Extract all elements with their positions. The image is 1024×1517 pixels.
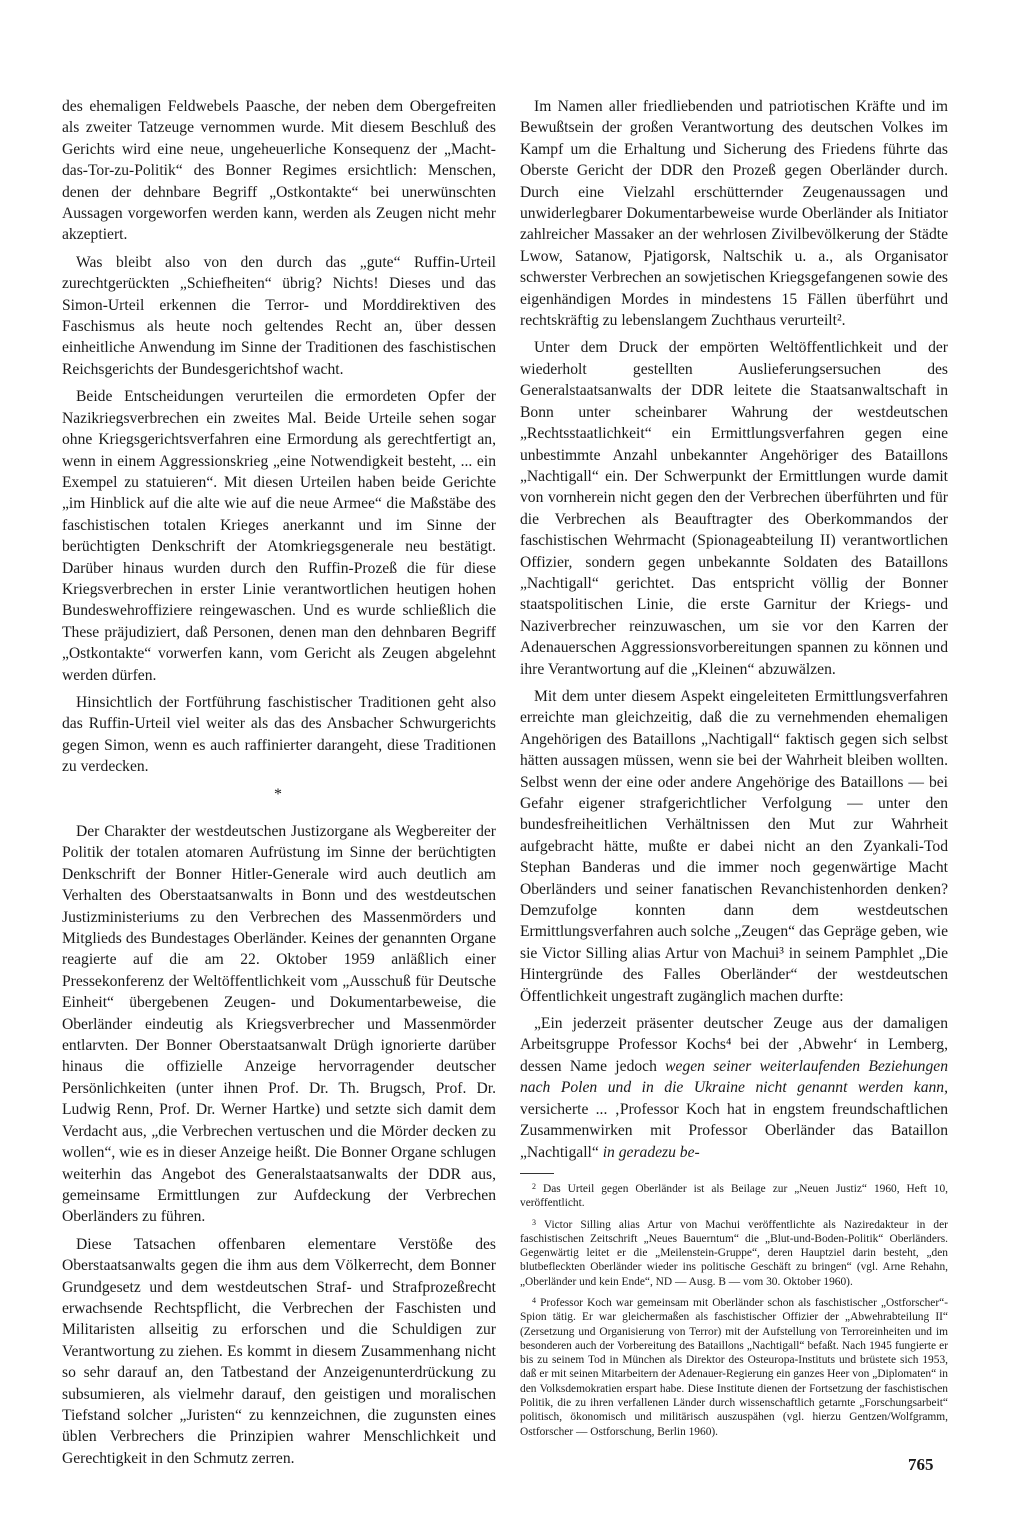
paragraph: Unter dem Druck der empörten Weltöffentlichkeit und der wiederholt gestellten Auslieferungsersuchen des Generalstaatsanwalts der DDR leitete die Staatsanwaltschaft in Bonn unter scheinbarer Wahrung der westdeutschen „Rechtsstaatlichkeit“ ein Ermittlungsverfahren gegen eine unbestimmte Anzahl unbekannter Angehöriger des Bataillons „Nachtigall“ ein. Der Schwerpunkt der Ermittlungen wurde damit von vornherein nicht gegen den der Verbrechen überführten und für die Verbrechen als Beauftragter des Oberkommandos der faschistischen Wehrmacht (Spionageabteilung II) verantwortlichen Offizier, sondern gegen unbekannte Soldaten des Bataillons „Nachtigall“ gerichtet. Das entspricht völlig der Bonner staatspolitischen Linie, die erste Garnitur der Kriegs- und Naziverbrecher reinzuwaschen, um sie vor den Karren der Adenauerschen Aggressionsvorbereitungen spannen zu können und ihre Verantwortung auf die „Kleinen“ abzuwälzen.: [520, 339, 948, 678]
footnote-marker: 3: [532, 1217, 536, 1227]
footnote: [520, 1294, 948, 1439]
footnote-text: Victor Silling alias Artur von Machui veröffentlichte als Naziredakteur in der faschistischen Zeitschrift „Neues Bauerntum“ die „Blut-und-Boden-Politik“ Oberländers. Gegenwärtig leitet er die „Meilenstein-Gruppe“, deren Hauptziel darin besteht, „den blutbefleckten Oberländer wieder ins politische Geschäft zu bringen“ (vgl. Arne Rehahn, „Oberländer und kein Ende“, ND — Ausg. B — vom 30. Oktober 1960).: [520, 1218, 948, 1288]
quote-emphasis: in geradezu be-: [602, 1143, 700, 1161]
section-separator: *: [274, 785, 284, 803]
footnote-rule: [520, 1173, 554, 1174]
footnote-marker: 4: [532, 1295, 536, 1305]
paragraph: Diese Tatsachen offenbaren elementare Verstöße des Oberstaatsanwalts gegen die ihm aus dem Völkerrecht, dem Bonner Grundgesetz und dem westdeutschen Straf- und Strafprozeßrecht erwachsende Rechtspflicht, die Verbrechen der Faschisten und Militaristen allseitig zu erforschen und die Schuldigen zur Verantwortung zu ziehen. Es kommt in diesem Zusammenhang nicht so sehr darauf an, den Tatbestand der Anzeigenunterdrückung zu subsumieren, als vielmehr darauf, den geistigen und moralischen Tiefstand solcher „Juristen“ zu kennzeichnen, die zugunsten eines üblen Verbrechers die Prinzipien wahrer Menschlichkeit und Gerechtigkeit in den Schmutz zerren.: [62, 1235, 496, 1467]
quote-emphasis: wegen seiner weiterlaufenden Beziehungen nach Polen und in die Ukraine nicht genannt werden kann,: [520, 1057, 948, 1097]
page-number: 765: [908, 1455, 934, 1474]
footnote: [520, 1180, 948, 1211]
paragraph: des ehemaligen Feldwebels Paasche, der neben dem Obergefreiten als zweiter Tatzeuge vernommen wurde. Mit diesem Beschluß des Gerichts wird eine neue, ungeheuerliche Konsequenz der „Macht-das-Tor-zu-Politik“ des Bonner Regimes ersichtlich: Menschen, denen der dehnbare Begriff „Ostkontakte“ bei unerwünschten Aussagen vorgeworfen werden kann, werden als Zeugen nicht mehr akzeptiert.: [62, 98, 496, 244]
paragraph: Mit dem unter diesem Aspekt eingeleiteten Ermittlungsverfahren erreichte man gleichzeitig, daß die zu vernehmenden ehemaligen Angehörigen des Bataillons „Nachtigall“ faktisch gegen sich selbst hätten aussagen müssen, wenn sie bei der Wahrheit bleiben wollten. Selbst wenn der eine oder andere Angehörige des Bataillons — bei Gefahr eigener strafgerichtlicher Verfolgung — unter den bundesfreiheitlichen Verhältnissen den Mut zur Wahrheit aufgebracht hätte, mußte er dabei nicht an den Zyankali-Tod Stephan Banderas und die immer noch gegenwärtige Macht Oberländers und seiner fanatischen Revanchistenhorden denken? Demzufolge konnten dann dem westdeutschen Ermittlungsverfahren auch solche „Zeugen“ das Gepräge geben, wie sie Victor Silling alias Artur von Machui³ in seinem Pamphlet „Die Hintergründe des Falles Oberländer“ der westdeutschen Öffentlichkeit ungestraft zugänglich machen durfte:: [520, 687, 948, 1005]
footnote: [520, 1216, 948, 1289]
footnote-text: Das Urteil gegen Oberländer ist als Beilage zur „Neuen Justiz“ 1960, Heft 10, veröffentlicht.: [520, 1182, 948, 1210]
paragraph: Im Namen aller friedliebenden und patriotischen Kräfte und im Bewußtsein der großen Verantwortung des deutschen Volkes im Kampf um die Erhaltung und Sicherung des Friedens führte das Oberste Gericht der DDR den Prozeß gegen Oberländer durch. Durch eine Vielzahl erschütternder Zeugenaussagen und unwiderlegbarer Dokumentarbeweise wurde Oberländer als Initiator zahlreicher Massaker an der wehrlosen Zivilbevölkerung der Städte Lwow, Satanow, Pjatigorsk, Naltschik u. a., als Organisator schwerster Verbrechen an sowjetischen Kriegsgefangenen sowie des eigenhändigen Mordes in mindestens 15 Fällen überführt und rechtskräftig zu lebenslangem Zuchthaus verurteilt².: [520, 98, 948, 330]
footnote-text: Professor Koch war gemeinsam mit Oberländer schon als faschistischer „Ostforscher“-Spion tätig. Er war gleichermaßen als faschistischer Offizier der „Abwehrabteilung II“ (Zersetzung und Organisierung von Terror) mit der Aufstellung von Terroreinheiten und im besonderen auch der Vorbereitung des Bataillons „Nachtigall“ befaßt. Nach 1945 fungierte er bis zu seinem Tod in München als Direktor des Osteuropa-Instituts und brüstete sich 1953, daß er mit seinen Mitarbeitern der Adenauer-Regierung ein ganzes Heer von „Diplomaten“ in den Volksdemokratien erspart habe. Diese Institute dienen der Fortsetzung der faschistischen Politik, die zu ihren verfallenen Länder durch wissenschaftlich getarnte „Forschungsarbeit“ politisch, ökonomisch und militärisch auszuspähen (vgl. hierzu Gentzen/Wolfgramm, Ostforscher — Ostforschung, Berlin 1960).: [520, 1296, 948, 1438]
footnotes: [520, 1180, 948, 1439]
quote-text: versicherte ... ‚Professor Koch hat in engstem freundschaftlichen Zusammenwirken mit Professor Oberländer das Bataillon „Nachtigall“: [520, 1100, 948, 1161]
block-quote: [520, 1013, 948, 1163]
left-column: [62, 96, 496, 1475]
footnote-marker: 2: [532, 1181, 536, 1191]
paragraph: Was bleibt also von den durch das „gute“ Ruffin-Urteil zurechtgerückten „Schiefheiten“ übrig? Nichts! Dieses und das Simon-Urteil erkennen die Terror- und Morddirektiven des Faschismus als heute noch geltendes Recht an, über dessen einheitliche Anwendung im Sinne der Traditionen des faschistischen Reichsgerichts der Bundesgerichtshof wacht.: [62, 253, 496, 378]
paragraph: Der Charakter der westdeutschen Justizorgane als Wegbereiter der Politik der totalen atomaren Aufrüstung im Sinne der berüchtigten Denkschrift der Bonner Hitler-Generale wird auch deutlich am Verhalten des Oberstaatsanwalts in Bonn und des westdeutschen Justizministeriums zu den Verbrechen des Massenmörders und Mitglieds des Bundestages Oberländer. Keines der genannten Organe reagierte auf die am 22. Oktober 1959 anläßlich einer Pressekonferenz der Weltöffentlichkeit vom „Ausschuß für Deutsche Einheit“ übergebenen Zeugen- und Dokumentarbeweise, die Oberländer eindeutig als Kriegsverbrecher und Massenmörder entlarvten. Der Bonner Oberstaatsanwalt Drügh ignorierte darüber hinaus die offizielle Anzeige hervorragender deutscher Persönlichkeiten (unter ihnen Prof. Dr. Th. Brugsch, Prof. Dr. Ludwig Renn, Prof. Dr. Werner Hartke) und setzte sich damit dem Verdacht aus, „die Verbrechen vertuschen und die Mörder decken zu wollen“, wie es in dieser Anzeige heißt. Die Bonner Organe schlugen weiterhin das Angebot des Generalstaatsanwalts der DDR aus, gemeinsame Ermittlungen zur Aufdeckung der Verbrechen Oberländers zu führen.: [62, 823, 496, 1226]
quote-text: „Ein jederzeit präsenter deutscher Zeuge aus der damaligen Arbeitsgruppe Professor Kochs⁴ bei der ‚Abwehr‘ in Lemberg, dessen Name jedoch: [520, 1015, 948, 1075]
paragraph: Hinsichtlich der Fortführung faschistischer Traditionen geht also das Ruffin-Urteil viel weiter als das des Ansbacher Schwurgerichts gegen Simon, wenn es auch raffinierter darangeht, diese Traditionen zu verdecken.: [62, 693, 496, 776]
paragraph: Beide Entscheidungen verurteilen die ermordeten Opfer der Nazikriegsverbrechen ein zweites Mal. Beide Urteile sehen sogar ohne Kriegsgerichtsverfahren eine Ermordung als gerechtfertigt an, wenn in einem Aggressionskrieg „eine Notwendigkeit besteht, ... ein Exempel zu statuieren“. Mit diesen Urteilen haben beide Gerichte „im Hinblick auf die alte wie auf die neue Armee“ die Maßstäbe des faschistischen totalen Krieges anerkannt und im Sinne der berüchtigten Denkschrift der Atomkriegsgenerale neu bestätigt. Darüber hinaus wurden durch den Ruffin-Prozeß die für diese Kriegsverbrechen in erster Linie verantwortlichen heutigen hohen Bundeswehroffiziere reingewaschen. Und es wurde schließlich die These präjudiziert, daß Personen, denen man den dehnbaren Begriff „Ostkontakte“ vorwerfen kann, vom Gericht als Zeugen abgelehnt werden dürfen.: [62, 388, 496, 684]
right-column: [520, 96, 948, 1444]
